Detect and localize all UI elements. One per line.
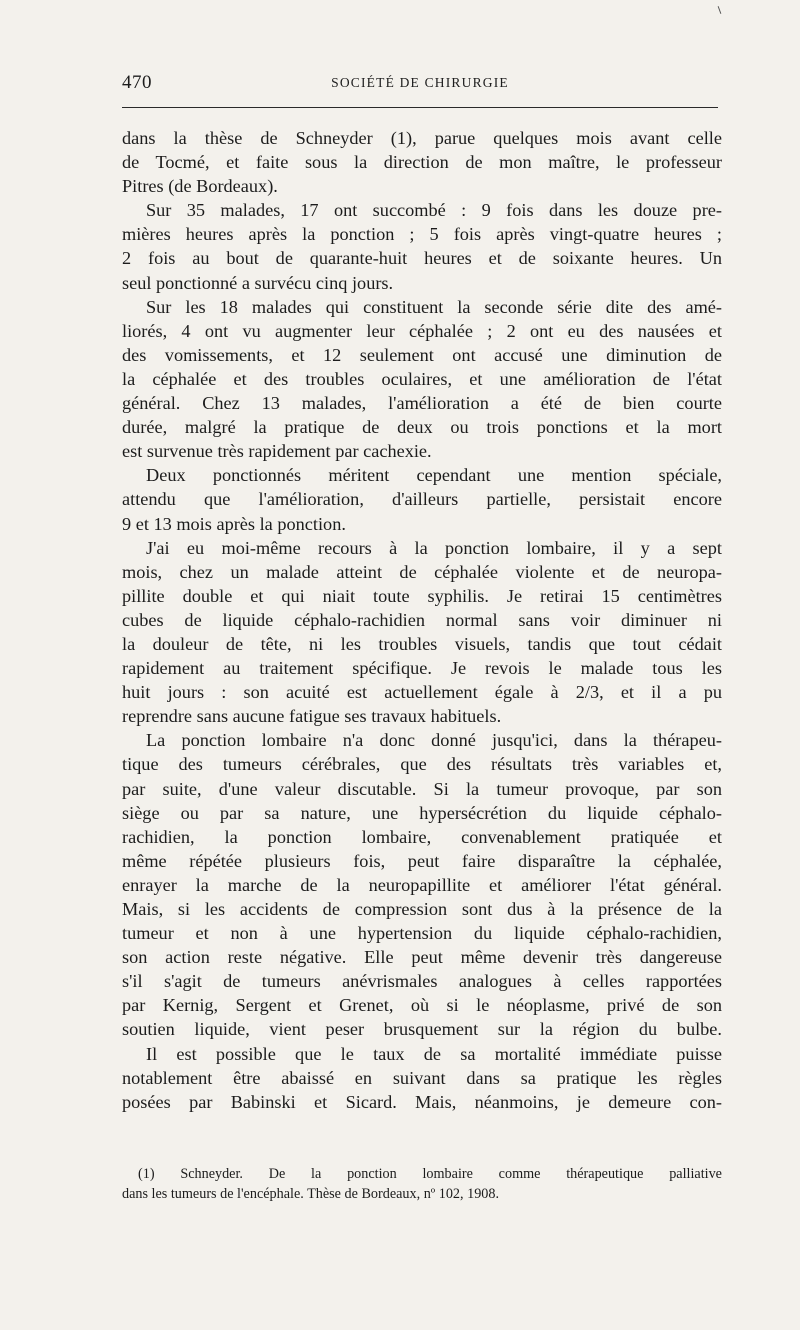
body-line: la céphalée et des troubles oculaires, et une amélioration de l'état <box>122 368 722 389</box>
body-line: Pitres (de Bordeaux). <box>122 176 278 197</box>
footnotes <box>122 1164 722 1204</box>
body-line: reprendre sans aucune fatigue ses travaux habituels. <box>122 706 502 727</box>
body-line: seul ponctionné a survécu cinq jours. <box>122 272 394 293</box>
body-line: Sur 35 malades, 17 ont succombé : 9 fois dans les douze pre- <box>146 200 722 221</box>
body-line: tique des tumeurs cérébrales, que des résultats très variables et, <box>122 754 722 775</box>
body-line: 2 fois au bout de quarante-huit heures et de soixante heures. Un <box>122 248 722 269</box>
body-line: mières heures après la ponction ; 5 fois après vingt-quatre heures ; <box>122 224 722 245</box>
body-line: Sur les 18 malades qui constituent la seconde série dite des amé- <box>146 296 722 317</box>
body-line: rachidien, la ponction lombaire, convenablement pratiquée et <box>122 826 722 847</box>
body-line: est survenue très rapidement par cachexie. <box>122 441 432 462</box>
body-line: son action reste négative. Elle peut même devenir très dangereuse <box>122 947 722 968</box>
body-line: mois, chez un malade atteint de céphalée violente et de neuropa- <box>122 561 722 582</box>
stray-mark <box>718 6 722 14</box>
body-line: Il est possible que le taux de sa mortalité immédiate puisse <box>146 1043 722 1064</box>
body-line: par suite, d'une valeur discutable. Si la tumeur provoque, par son <box>122 778 722 799</box>
body-line: La ponction lombaire n'a donc donné jusqu'ici, dans la thérapeu- <box>146 730 722 751</box>
body-line: posées par Babinski et Sicard. Mais, néanmoins, je demeure con- <box>122 1091 722 1112</box>
body-line: huit jours : son acuité est actuellement égale à 2/3, et il a pu <box>122 682 722 703</box>
running-title: SOCIÉTÉ DE CHIRURGIE <box>331 75 509 90</box>
body-line: par Kernig, Sergent et Grenet, où si le néoplasme, privé de son <box>122 995 722 1016</box>
body-line: enrayer la marche de la neuropapillite et améliorer l'état général. <box>122 874 722 895</box>
header-rule <box>122 107 718 108</box>
body-text <box>122 126 722 1114</box>
body-line: même répétée plusieurs fois, peut faire disparaître la céphalée, <box>122 850 722 871</box>
body-line: durée, malgré la pratique de deux ou trois ponctions et la mort <box>122 417 722 438</box>
body-line: notablement être abaissé en suivant dans sa pratique les règles <box>122 1067 722 1088</box>
running-header <box>122 72 718 96</box>
body-line: rapidement au traitement spécifique. Je revois le malade tous les <box>122 658 722 679</box>
body-line: des vomissements, et 12 seulement ont accusé une diminution de <box>122 344 722 365</box>
body-line: de Tocmé, et faite sous la direction de mon maître, le professeur <box>122 152 722 173</box>
body-line: Mais, si les accidents de compression sont dus à la présence de la <box>122 899 722 919</box>
body-line: s'il s'agit de tumeurs anévrismales analogues à celles rapportées <box>122 971 722 992</box>
body-line: la douleur de tête, ni les troubles visuels, tandis que tout cédait <box>122 633 722 654</box>
footnote-line: (1) Schneyder. De la ponction lombaire comme thérapeutique palliative <box>138 1166 722 1182</box>
body-line: soutien liquide, vient peser brusquement sur la région du bulbe. <box>122 1019 722 1040</box>
body-line: pillite double et qui niait toute syphilis. Je retirai 15 centimètres <box>122 585 722 606</box>
body-line: liorés, 4 ont vu augmenter leur céphalée ; 2 ont eu des nausées et <box>122 320 722 341</box>
body-line: 9 et 13 mois après la ponction. <box>122 513 346 534</box>
body-line: siège ou par sa nature, une hypersécrétion du liquide céphalo- <box>122 802 722 823</box>
body-line: attendu que l'amélioration, d'ailleurs partielle, persistait encore <box>122 489 722 510</box>
body-line: Deux ponctionnés méritent cependant une mention spéciale, <box>146 465 722 486</box>
body-line: tumeur et non à une hypertension du liquide céphalo-rachidien, <box>122 923 722 944</box>
body-line: J'ai eu moi-même recours à la ponction lombaire, il y a sept <box>146 537 722 558</box>
body-line: général. Chez 13 malades, l'amélioration a été de bien courte <box>122 393 722 414</box>
footnote-line: dans les tumeurs de l'encéphale. Thèse de Bordeaux, nº 102, 1908. <box>122 1186 500 1202</box>
body-line: cubes de liquide céphalo-rachidien normal sans voir diminuer ni <box>122 609 722 630</box>
body-line: dans la thèse de Schneyder (1), parue quelques mois avant celle <box>122 128 722 148</box>
page-number: 470 <box>122 72 152 93</box>
